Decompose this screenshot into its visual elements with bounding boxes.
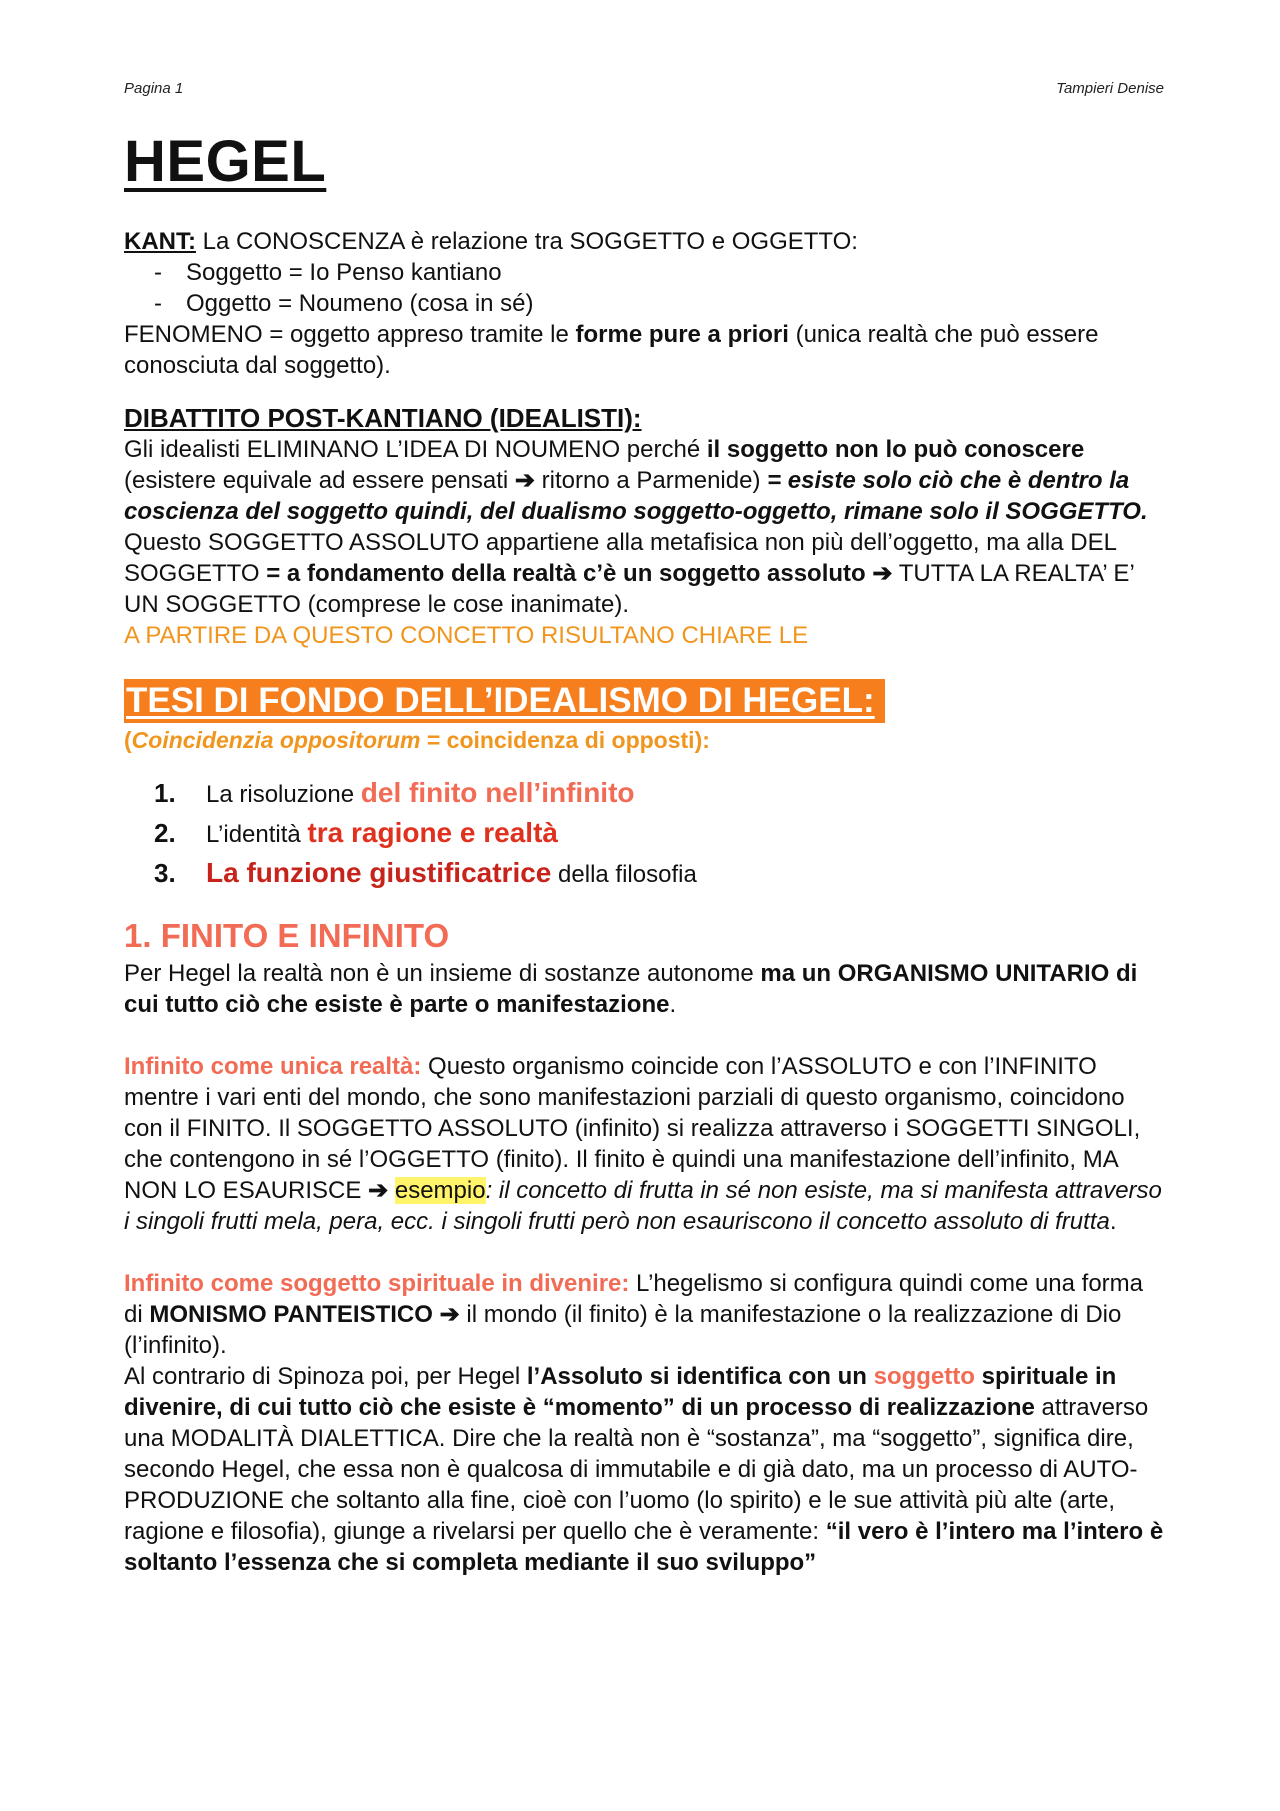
author-name: Tampieri Denise — [1056, 80, 1164, 97]
tesi-heading: TESI DI FONDO DELL’IDEALISMO DI HEGEL: — [124, 679, 885, 723]
arrow-icon: ➔ — [439, 1301, 460, 1328]
page-title: HEGEL — [124, 129, 327, 194]
fenomeno-paragraph: FENOMENO = oggetto appreso tramite le forme pure a priori (unica realtà che può essere conosciuta dal soggetto). — [124, 321, 1099, 379]
infinito-unica-realta: Infinito come unica realtà: Questo organismo coincide con l’ASSOLUTO e con l’INFINITO mentre i vari enti del mondo, che sono manifestazioni parziali di questo organismo, coincidono con il FINITO. Il SOGGETTO ASSOLUTO (infinito) si realizza attraverso i SOGGETTI SINGOLI, che contengono in sé l’OGGETTO (finito). Il finito è quindi una manifestazione dell’infinito, MA NON LO ESAURISCE ➔ esempio: il concetto di frutta in sé non esiste, ma si manifesta attraverso i singoli frutti mela, pera, ecc. i singoli frutti però non esauriscono il concetto assoluto di frutta. — [124, 1053, 1162, 1235]
kant-intro: KANT: La CONOSCENZA è relazione tra SOGGETTO e OGGETTO: — [124, 228, 858, 255]
infinito-soggetto-spirituale: Infinito come soggetto spirituale in divenire: L’hegelismo si configura quindi come una forma di MONISMO PANTEISTICO ➔ il mondo (il finito) è la manifestazione o la realizzazione di Dio (l’infinito). — [124, 1270, 1144, 1359]
tesi-list — [124, 774, 1164, 894]
tesi-subtitle: (Coincidenzia oppositorum = coincidenza di opposti): — [124, 727, 710, 753]
dibattito-paragraph: Gli idealisti ELIMINANO L’IDEA DI NOUMENO perché il soggetto non lo può conoscere (esistere equivale ad essere pensati ➔ ritorno a Parmenide) = esiste solo ciò che è dentro la coscienza del soggetto quindi, del dualismo soggetto-oggetto, rimane solo il SOGGETTO. — [124, 436, 1148, 525]
spinoza-paragraph: Al contrario di Spinoza poi, per Hegel l’Assoluto si identifica con un soggetto spirituale in divenire, di cui tutto ciò che esiste è “momento” di un processo di realizzazione attraverso una MODALITÀ DIALETTICA. Dire che la realtà non è “sostanza”, ma “soggetto”, significa dire, secondo Hegel, che essa non è qualcosa di immutabile e di già dato, ma un processo di AUTO-PRODUZIONE che soltanto alla fine, cioè con l’uomo (lo spirito) e le sue attività più alte (arte, ragione e filosofia), giunge a rivelarsi per quello che è veramente: “il vero è l’intero ma l’intero è soltanto l’essenza che si completa mediante il suo sviluppo” — [124, 1363, 1164, 1576]
highlighted-example: esempio — [394, 1177, 486, 1204]
page-number: Pagina 1 — [124, 80, 184, 97]
list-item: 3. La funzione giustificatrice della filosofia — [154, 857, 697, 888]
finito-heading: 1. FINITO E INFINITO — [124, 917, 450, 954]
list-item: - Oggetto = Noumeno (cosa in sé) — [154, 288, 1164, 319]
arrow-icon: ➔ — [368, 1177, 389, 1204]
dibattito-heading: DIBATTITO POST-KANTIANO (IDEALISTI): — [124, 403, 642, 433]
list-item: 1. La risoluzione del finito nell’infinito — [154, 777, 635, 808]
list-item: 2. L’identità tra ragione e realtà — [154, 817, 558, 848]
kant-list — [124, 257, 1164, 319]
assoluto-paragraph: Questo SOGGETTO ASSOLUTO appartiene alla metafisica non più dell’oggetto, ma alla DEL SOGGETTO = a fondamento della realtà c’è un soggetto assoluto ➔ TUTTA LA REALTA’ E’ UN SOGGETTO (comprese le cose inanimate). — [124, 529, 1134, 618]
kant-label: KANT: — [124, 228, 196, 255]
document-body — [124, 226, 1164, 1578]
list-item: - Soggetto = Io Penso kantiano — [154, 257, 1164, 288]
arrow-icon: ➔ — [514, 467, 535, 494]
transition-line: A PARTIRE DA QUESTO CONCETTO RISULTANO CHIARE LE — [124, 622, 809, 649]
finito-intro: Per Hegel la realtà non è un insieme di sostanze autonome ma un ORGANISMO UNITARIO di cui tutto ciò che esiste è parte o manifestazione. — [124, 960, 1138, 1018]
arrow-icon: ➔ — [872, 560, 893, 587]
